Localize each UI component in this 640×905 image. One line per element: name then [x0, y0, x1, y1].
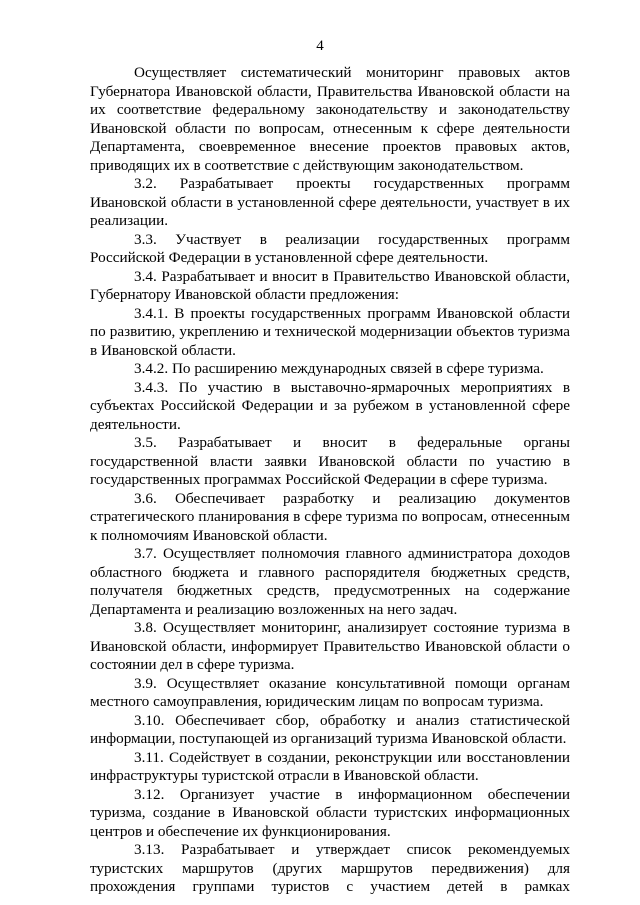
paragraph-3-10: 3.10. Обеспечивает сбор, обработку и анализ статистической информации, поступающей из организаций туризма Ивановской области. [90, 711, 570, 747]
paragraph-3-4-3: 3.4.3. По участию в выставочно-ярмарочных мероприятиях в субъектах Российской Федерации и за рубежом в установленной сфере деятельности. [90, 378, 570, 433]
paragraph-3-8: 3.8. Осуществляет мониторинг, анализирует состояние туризма в Ивановской области, информирует Правительство Ивановской области о состоянии дел в сфере туризма. [90, 619, 570, 673]
paragraph-3-3: 3.3. Участвует в реализации государственных программ Российской Федерации в установленной сфере деятельности. [90, 230, 570, 266]
paragraph-3-4: 3.4. Разрабатывает и вносит в Правительство Ивановской области, Губернатору Ивановской области предложения: [90, 267, 570, 303]
paragraph-3-13: 3.13. Разрабатывает и утверждает список рекомендуемых туристских маршрутов (других маршрутов передвижения) для прохождения группами туристов с участием детей в рамках [90, 841, 570, 895]
paragraph-monitoring: Осуществляет систематический мониторинг правовых актов Губернатора Ивановской области, Правительства Ивановской области на их соответствие федеральному законодательству и законодательству Ивановской области по вопросам, отнесенным к сфере деятельности Департамента, своевременное внесение проектов правовых актов, приводящих их в соответствие с действующим законодательством. [90, 64, 570, 174]
paragraph-3-5: 3.5. Разрабатывает и вносит в федеральные органы государственной власти заявки Ивановской области по участию в государственных программах Российской Федерации в сфере туризма. [90, 434, 570, 488]
paragraph-3-11: 3.11. Содействует в создании, реконструкции или восстановлении инфраструктуры туристской отрасли в Ивановской области. [90, 748, 570, 784]
page-number: 4 [316, 38, 324, 54]
paragraph-3-9: 3.9. Осуществляет оказание консультативной помощи органам местного самоуправления, юридическим лицам по вопросам туризма. [90, 674, 570, 710]
paragraph-3-7: 3.7. Осуществляет полномочия главного администратора доходов областного бюджета и главного распорядителя бюджетных средств, получателя бюджетных средств, предусмотренных на содержание Департамента и реализацию возложенных на него задач. [90, 545, 570, 618]
paragraph-3-2: 3.2. Разрабатывает проекты государственных программ Ивановской области в установленной сфере деятельности, участвует в их реализации. [90, 175, 570, 229]
paragraph-3-12: 3.12. Организует участие в информационном обеспечении туризма, создание в Ивановской области туристских информационных центров и обеспечение их функционирования. [90, 785, 570, 840]
document-body [90, 64, 570, 897]
paragraph-3-4-1: 3.4.1. В проекты государственных программ Ивановской области по развитию, укреплению и технической модернизации объектов туризма в Ивановской области. [90, 304, 570, 359]
paragraph-3-6: 3.6. Обеспечивает разработку и реализацию документов стратегического планирования в сфере туризма по вопросам, отнесенным к полномочиям Ивановской области. [90, 489, 570, 544]
paragraph-3-4-2: 3.4.2. По расширению международных связей в сфере туризма. [134, 360, 544, 377]
